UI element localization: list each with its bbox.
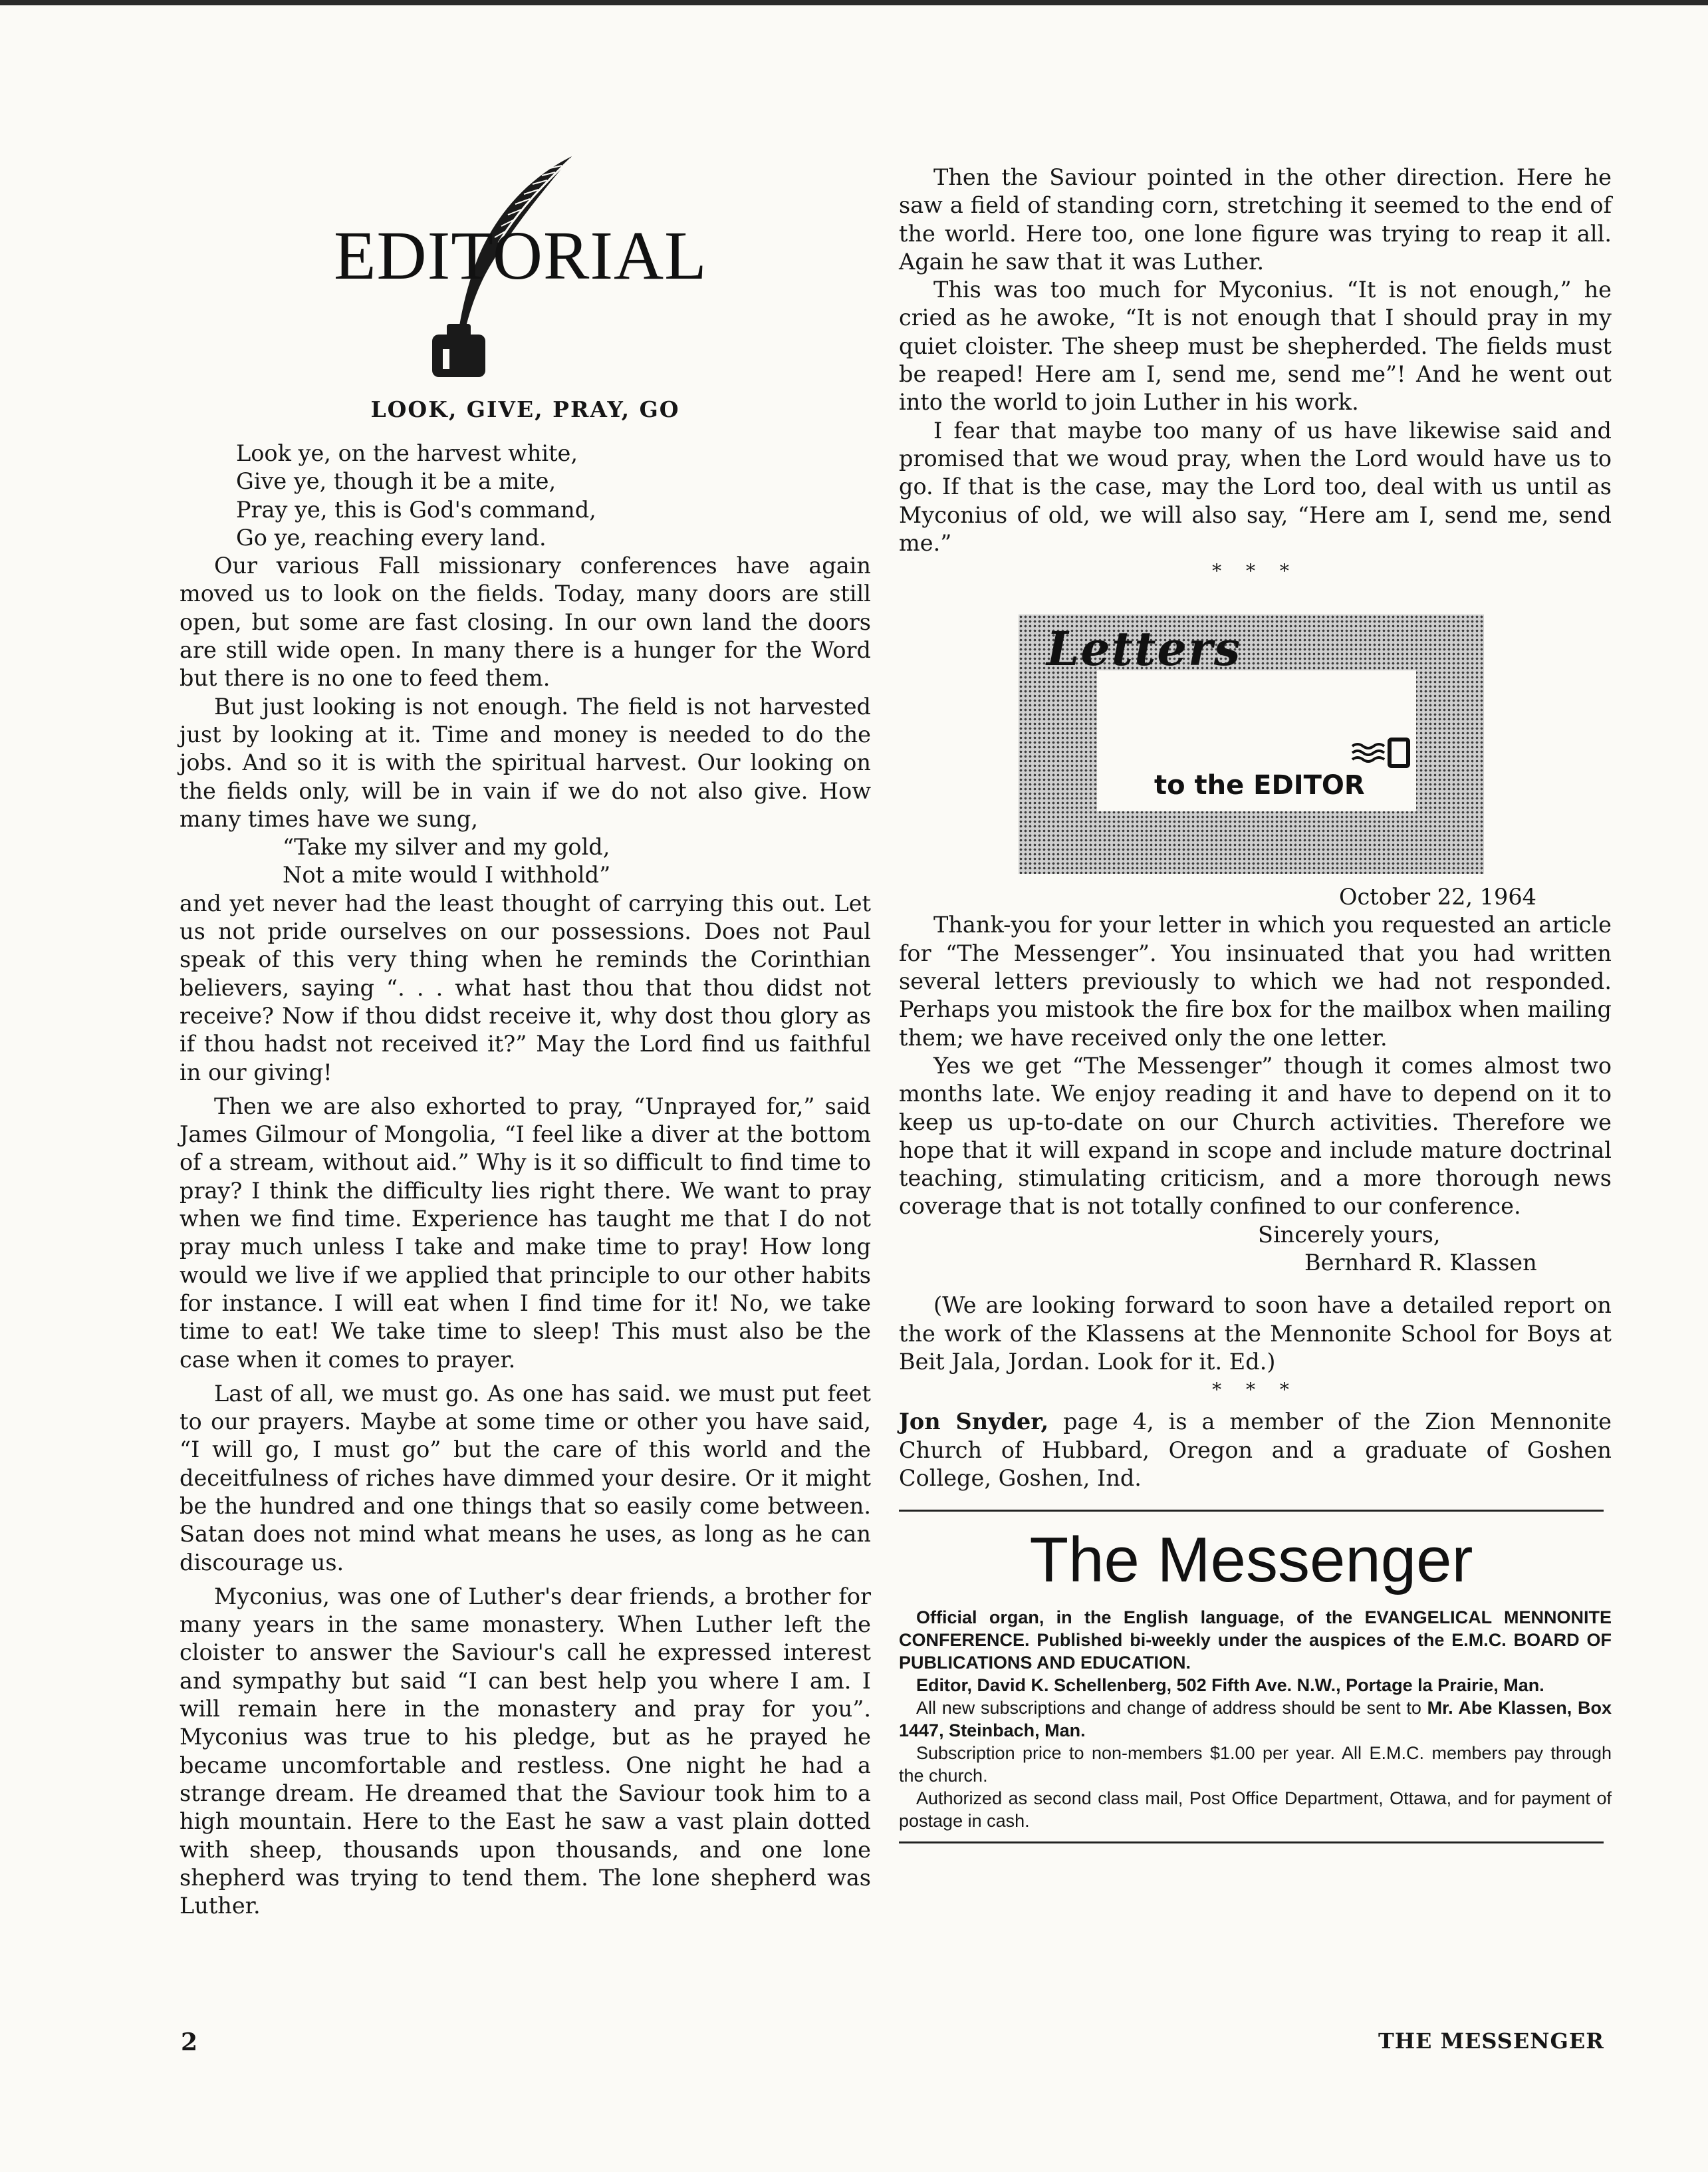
letter-signature: Bernhard R. Klassen [1304, 1250, 1537, 1276]
letters-banner-panel [1097, 670, 1416, 811]
section-divider-stars: * * * [1212, 1379, 1298, 1401]
right-column [899, 164, 1612, 1843]
contributor-name: Jon Snyder, [899, 1409, 1049, 1435]
left-column [180, 126, 871, 1920]
editorial-paragraph-8: This was too much for Myconius. “It is not enough,” he cried as he awoke, “It is not enough that I should pray in my quiet cloister. The sheep must be shepherded. The fields must be reaped! Here am I, send me, send me”! And he went out into the world to join Luther in his work. [899, 277, 1612, 416]
poem-line: Go ye, reaching every land. [236, 524, 547, 551]
editorial-paragraph-6: Myconius, was one of Luther's dear friends, a brother for many years in the same monastery. When Luther left the cloister to answer the Saviour's call he expressed interest and sympathy but said “I can best help you where I am. I will remain here in the monastery and pray for you”. Myconius was true to his pledge, but as he prayed he became uncomfortable and restless. One night he had a strange dream. He dreamed that the Saviour took him to a high mountain. Here to the East he saw a vast plain dotted with sheep, thousands upon thousands, and one lone shepherd was trying to tend them. The lone shepherd was Luther. [180, 1583, 871, 1919]
editorial-paragraph-3: and yet never had the least thought of carrying this out. Let us not pride ourselves on our possessions. Does not Paul speak of this very thing when he reminds the Corinthian believers, saying “. . . what hast thou that thou didst not receive? Now if thou didst receive it, why dost thou glory as if thou hadst not received it?” May the Lord find us faithful in our giving! [180, 890, 871, 1085]
masthead-info-5: Authorized as second class mail, Post Office Department, Ottawa, and for payment of postage in cash. [899, 1788, 1612, 1832]
masthead-info-1: Official organ, in the English language, of the EVANGELICAL MENNONITE CONFERENCE. Published bi-weekly under the auspices of the E.M.C. BOARD OF PUBLICATIONS AND EDUCATION. [899, 1607, 1612, 1673]
masthead-bottom-rule [899, 1841, 1604, 1843]
masthead-info-3 [899, 1697, 1612, 1742]
contributor-text: page 4, is a member of the Zion Mennonite Church of Hubbard, Oregon and a graduate of Goshen College, Goshen, Ind. [899, 1409, 1612, 1491]
hymn-line: Not a mite would I withhold” [283, 862, 611, 888]
editorial-paragraph-2: But just looking is not enough. The field is not harvested just by looking at it. Time and money is needed to do the jobs. And so it is with the spiritual harvest. Our looking on the fields only, will be in vain if we do not also give. How many times have we sung, [180, 693, 871, 832]
masthead-info-2: Editor, David K. Schellenberg, 502 Fifth Ave. N.W., Portage la Prairie, Man. [916, 1675, 1544, 1696]
editorial-paragraph-7: Then the Saviour pointed in the other direction. Here he saw a field of standing corn, stretching it seemed to the end of the world. Here too, one lone figure was trying to reap it all. Again he saw that it was Luther. [899, 164, 1612, 275]
poem-line: Look ye, on the harvest white, [236, 440, 578, 466]
masthead-top-rule [899, 1510, 1604, 1512]
letter-paragraph-1: Thank-you for your letter in which you requested an article for “The Messenger”. You insinuated that you had written several letters previously to which we had not responded. Perhaps you mistook the fire box for the mailbox when mailing them; we have received only the one letter. [899, 912, 1612, 1051]
editorial-paragraph-1: Our various Fall missionary conferences have again moved us to look on the fields. Today, many doors are still open, but some are fast closing. In our own land the doors are still wide open. In many there is a hunger for the Word but there is no one to feed them. [180, 553, 871, 692]
letters-banner-script: Letters [1046, 621, 1242, 677]
letters-to-editor-banner [1019, 614, 1484, 874]
article-title: LOOK, GIVE, PRAY, GO [370, 396, 680, 422]
poem-line: Pray ye, this is God's command, [236, 496, 596, 523]
letter-date: October 22, 1964 [1339, 884, 1536, 910]
poem-line: Give ye, though it be a mite, [236, 468, 556, 495]
editor-note: (We are looking forward to soon have a detailed report on the work of the Klassens at the Mennonite School for Boys at Beit Jala, Jordan. Look for it. Ed.) [899, 1292, 1612, 1375]
letters-banner-subtitle: to the EDITOR [1154, 770, 1365, 801]
envelope-icon [1351, 737, 1411, 770]
masthead-info-3-address: Mr. Abe Klassen, Box 1447, Steinbach, Man. [899, 1698, 1612, 1741]
hymn-quote [283, 833, 871, 890]
masthead-title: The Messenger [1029, 1524, 1473, 1596]
top-edge-line [0, 0, 1708, 5]
editorial-paragraph-4: Then we are also exhorted to pray, “Unprayed for,” said James Gilmour of Mongolia, “I feel like a diver at the bottom of a stream, without aid.” Why is it so difficult to find time to pray? I think the difficulty lies right there. We want to pray when we find time. Experience has taught me that I do not pray much unless I take and make time to pray! How long would we live if we applied that principle to our other habits for instance. I will eat when I find time for it! No, we take time to eat! We take time to sleep! This must also be the case when it comes to prayer. [180, 1093, 871, 1373]
masthead-info-4: Subscription price to non-members $1.00 per year. All E.M.C. members pay through the church. [899, 1743, 1612, 1786]
section-divider-stars: * * * [1212, 560, 1298, 583]
poem [236, 440, 871, 552]
hymn-line: “Take my silver and my gold, [283, 834, 610, 861]
running-footer: THE MESSENGER [1378, 2028, 1604, 2054]
letter-paragraph-2: Yes we get “The Messenger” though it comes almost two months late. We enjoy reading it and have to depend on it to keep us up-to-date on our Church activities. Therefore we hope that it will expand in scope and include mature doctrinal teaching, stimulating criticism, and a more thorough news coverage that is not totally confined to our conference. [899, 1052, 1612, 1220]
contributor-note [899, 1408, 1612, 1492]
editorial-header [180, 126, 871, 379]
masthead-info-3-text: All new subscriptions and change of address should be sent to [916, 1698, 1427, 1718]
editorial-paragraph-9: I fear that maybe too many of us have likewise said and promised that we woud pray, when the Lord would have us to go. If that is the case, may the Lord too, deal with us until as Myconius of old, we will also say, “Here am I, send me, send me.” [899, 417, 1612, 556]
letter-closing: Sincerely yours, [1258, 1221, 1441, 1248]
editorial-paragraph-5: Last of all, we must go. As one has said. we must put feet to our prayers. Maybe at some time or other you have said, “I will go, I must go” but the care of this world and the deceitfulness of riches have dimmed your desire. Or it might be the hundred and one things that so easily come between. Satan does not mind what means he uses, as long as he can discourage us. [180, 1380, 871, 1575]
page-number: 2 [181, 2028, 198, 2056]
editorial-heading: EDITORIAL [334, 217, 707, 294]
